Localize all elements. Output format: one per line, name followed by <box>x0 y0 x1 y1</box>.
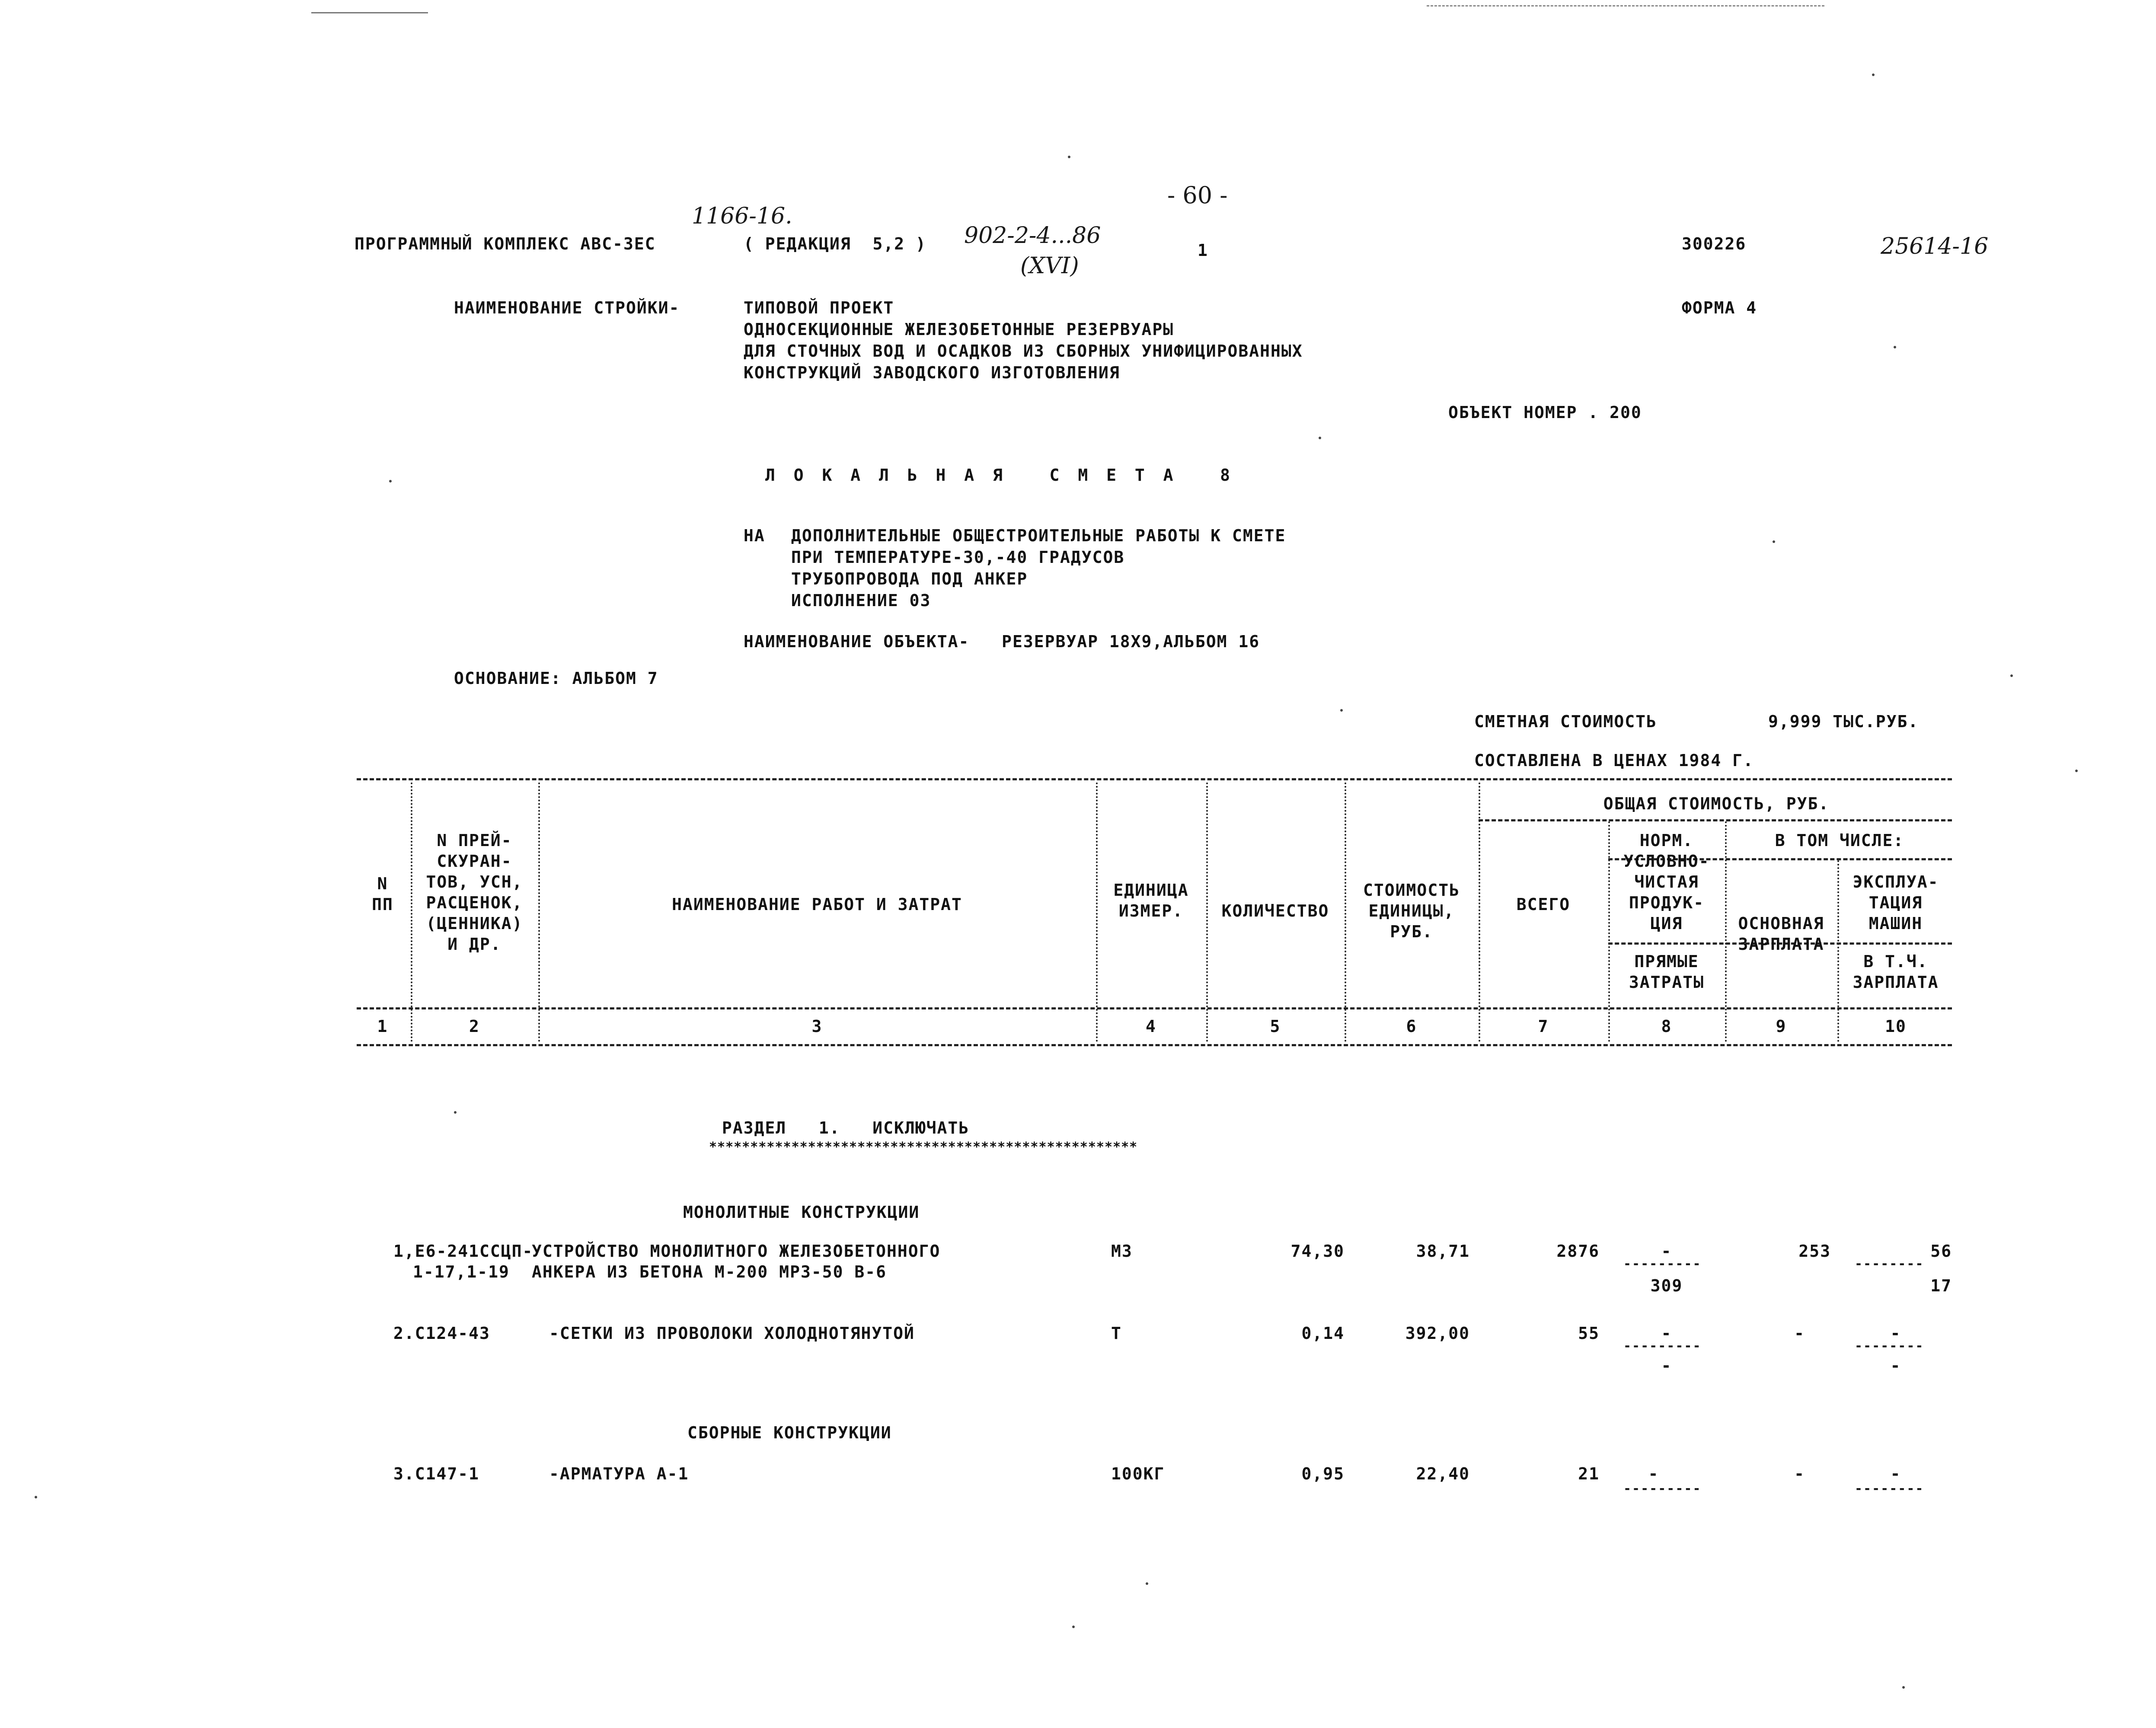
row2-code: 2.С124-43 <box>393 1324 490 1343</box>
vsep-9 <box>1837 860 1839 1042</box>
col10-header-2: ТАЦИЯ <box>1869 893 1923 912</box>
scan-speck <box>35 1496 37 1498</box>
numbers-bottom-rule <box>357 1044 1952 1046</box>
row3-nucp: - <box>1648 1464 1659 1483</box>
section-title: РАЗДЕЛ 1. ИСКЛЮЧАТЬ <box>722 1118 970 1137</box>
row2-wage: - <box>1794 1324 1805 1343</box>
col2-header-6: И ДР. <box>447 935 501 954</box>
project-line-2: ОДНОСЕКЦИОННЫЕ ЖЕЛЕЗОБЕТОННЫЕ РЕЗЕРВУАРЫ <box>744 320 1174 339</box>
form-label: ФОРМА 4 <box>1682 298 1757 317</box>
estimated-cost-label: СМЕТНАЯ СТОИМОСТЬ <box>1474 712 1657 731</box>
row1-price: 38,71 <box>1416 1242 1470 1261</box>
col7-header: ВСЕГО <box>1516 895 1571 914</box>
scan-speck <box>2075 770 2078 772</box>
document-title: Л О К А Л Ь Н А Я С М Е Т А 8 <box>765 466 1234 485</box>
document-code: 300226 <box>1682 234 1747 253</box>
colnum-1: 1 <box>377 1017 388 1036</box>
colnum-10: 10 <box>1885 1017 1907 1036</box>
vsep-4 <box>1206 783 1208 1042</box>
price-base: СОСТАВЛЕНА В ЦЕНАХ 1984 Г. <box>1474 751 1754 770</box>
row2-direct: - <box>1661 1356 1672 1375</box>
col3-header: НАИМЕНОВАНИЕ РАБОТ И ЗАТРАТ <box>672 895 962 914</box>
subject-line-2: ПРИ ТЕМПЕРАТУРЕ-30,-40 ГРАДУСОВ <box>791 548 1125 567</box>
row1-nucp: - <box>1661 1242 1672 1261</box>
col9-header-2: ЗАРПЛАТА <box>1738 935 1824 954</box>
col1-header-1: N <box>377 874 388 893</box>
vsep-6 <box>1479 783 1480 1042</box>
row1-mach-wage: 17 <box>1930 1276 1952 1295</box>
col8b-header-1: ПРЯМЫЕ <box>1634 952 1699 971</box>
col10b-header-2: ЗАРПЛАТА <box>1853 973 1939 992</box>
col8-header-5: ЦИЯ <box>1650 914 1683 933</box>
col8-header-2: УСЛОВНО- <box>1623 852 1710 871</box>
vsep-1 <box>411 783 412 1042</box>
header-bottom-rule <box>357 1007 1952 1009</box>
row2-nucp: - <box>1661 1324 1672 1343</box>
group-monolithic: МОНОЛИТНЫЕ КОНСТРУКЦИИ <box>683 1203 920 1222</box>
row2-dash-rule-8: --------- <box>1623 1338 1702 1354</box>
col5-header: КОЛИЧЕСТВО <box>1221 901 1329 920</box>
scan-speck <box>1068 156 1070 158</box>
vsep-3 <box>1096 783 1098 1042</box>
row1-total: 2876 <box>1556 1242 1600 1261</box>
program-name: ПРОГРАММНЫЙ КОМПЛЕКС АВС-ЗЕС <box>355 234 656 253</box>
row1-qty: 74,30 <box>1290 1242 1345 1261</box>
handwritten-volume: (XVI) <box>1020 253 1079 279</box>
colnum-9: 9 <box>1776 1017 1787 1036</box>
col2-header-5: (ЦЕННИКА) <box>426 914 523 933</box>
col8-header-3: ЧИСТАЯ <box>1634 872 1699 891</box>
scan-speck <box>1902 1686 1905 1689</box>
col2-header-3: ТОВ, УСН, <box>426 872 523 891</box>
section-underline: **************************************************** <box>709 1140 1138 1155</box>
row3-dash-rule-10: -------- <box>1855 1481 1924 1496</box>
incl-header: В ТОМ ЧИСЛЕ: <box>1775 831 1904 850</box>
row1-dash-rule-10: -------- <box>1855 1256 1924 1271</box>
scan-speck <box>389 480 392 482</box>
subject-prefix: НА <box>744 526 765 545</box>
col4-header-1: ЕДИНИЦА <box>1113 881 1189 900</box>
colnum-6: 6 <box>1406 1017 1417 1036</box>
row3-mach: - <box>1890 1464 1901 1483</box>
scan-top-rule-right <box>1427 5 1824 6</box>
row1-name: УСТРОЙСТВО МОНОЛИТНОГО ЖЕЛЕЗОБЕТОННОГО <box>532 1242 941 1261</box>
group-prefab: СБОРНЫЕ КОНСТРУКЦИИ <box>687 1423 892 1442</box>
row2-name: -СЕТКИ ИЗ ПРОВОЛОКИ ХОЛОДНОТЯНУТОЙ <box>549 1324 915 1343</box>
col6-header-1: СТОИМОСТЬ <box>1363 881 1460 900</box>
vsep-7 <box>1608 821 1610 1042</box>
row1-wage: 253 <box>1798 1242 1831 1261</box>
col10-header-3: МАШИН <box>1869 914 1923 933</box>
col2-header-2: СКУРАН- <box>437 852 512 871</box>
estimated-cost-value: 9,999 ТЫС.РУБ. <box>1768 712 1919 731</box>
row-label: НАИМЕНОВАНИЕ СТРОЙКИ- <box>454 298 680 317</box>
project-line-1: ТИПОВОЙ ПРОЕКТ <box>744 298 894 317</box>
basis: ОСНОВАНИЕ: АЛЬБОМ 7 <box>454 669 658 688</box>
row3-code: 3.С147-1 <box>393 1464 480 1483</box>
sheet-number: 1 <box>1198 241 1208 260</box>
row3-total: 21 <box>1578 1464 1600 1483</box>
row2-price: 392,00 <box>1405 1324 1470 1343</box>
scan-top-rule-left <box>311 12 428 13</box>
col8b-header-2: ЗАТРАТЫ <box>1629 973 1705 992</box>
col10-header-1: ЭКСПЛУА- <box>1853 872 1939 891</box>
colnum-2: 2 <box>469 1017 480 1036</box>
row3-unit: 100КГ <box>1111 1464 1165 1483</box>
row3-qty: 0,95 <box>1301 1464 1345 1483</box>
subject-line-4: ИСПОЛНЕНИЕ 03 <box>791 591 931 610</box>
col2-header-4: РАСЦЕНОК, <box>426 893 523 912</box>
row1-code: 1,Е6-241ССЦП- <box>393 1242 533 1261</box>
row2-mach-wage: - <box>1890 1356 1901 1375</box>
scan-speck <box>454 1111 457 1114</box>
edition: ( РЕДАКЦИЯ 5,2 ) <box>744 234 926 253</box>
row3-dash-rule-8: --------- <box>1623 1481 1702 1496</box>
row2-unit: Т <box>1111 1324 1122 1343</box>
handwritten-project-ref: 902-2-4...86 <box>964 223 1101 249</box>
col9-header-1: ОСНОВНАЯ <box>1738 914 1824 933</box>
handwritten-archive-no: 25614-16 <box>1881 233 1989 259</box>
col4-header-2: ИЗМЕР. <box>1118 901 1184 920</box>
vsep-2 <box>538 783 540 1042</box>
total-group-rule <box>1479 819 1952 821</box>
project-line-4: КОНСТРУКЦИЙ ЗАВОДСКОГО ИЗГОТОВЛЕНИЯ <box>744 363 1120 382</box>
row2-mach: - <box>1890 1324 1901 1343</box>
colnum-8: 8 <box>1661 1017 1672 1036</box>
scan-speck <box>1872 73 1875 76</box>
row2-dash-rule-10: -------- <box>1855 1338 1924 1354</box>
scan-speck <box>1319 437 1321 439</box>
col10b-header-1: В Т.Ч. <box>1863 952 1928 971</box>
row1-direct: 309 <box>1650 1276 1683 1295</box>
colnum-5: 5 <box>1270 1017 1281 1036</box>
object-number: ОБЪЕКТ НОМЕР . 200 <box>1448 403 1642 422</box>
col6-header-3: РУБ. <box>1390 922 1433 941</box>
scan-speck <box>1146 1582 1148 1585</box>
subject-line-1: ДОПОЛНИТЕЛЬНЫЕ ОБЩЕСТРОИТЕЛЬНЫЕ РАБОТЫ К СМЕТЕ <box>791 526 1286 545</box>
col1-header-2: ПП <box>372 895 393 914</box>
row2-qty: 0,14 <box>1301 1324 1345 1343</box>
row2-total: 55 <box>1578 1324 1600 1343</box>
colnum-4: 4 <box>1146 1017 1156 1036</box>
row3-wage: - <box>1794 1464 1805 1483</box>
scan-speck <box>1072 1626 1075 1628</box>
subject-line-3: ТРУБОПРОВОДА ПОД АНКЕР <box>791 569 1028 588</box>
scan-speck <box>1340 709 1343 712</box>
table-top-rule <box>357 778 1952 780</box>
row1-code2: 1-17,1-19 <box>413 1262 510 1281</box>
object-name: НАИМЕНОВАНИЕ ОБЪЕКТА- РЕЗЕРВУАР 18Х9,АЛЬБОМ 16 <box>744 632 1260 651</box>
row3-price: 22,40 <box>1416 1464 1470 1483</box>
vsep-8 <box>1725 821 1727 1042</box>
total-group-header: ОБЩАЯ СТОИМОСТЬ, РУБ. <box>1603 794 1830 813</box>
row1-name2: АНКЕРА ИЗ БЕТОНА М-200 МРЗ-50 В-6 <box>532 1262 887 1281</box>
col8-header-4: ПРОДУК- <box>1629 893 1705 912</box>
vsep-5 <box>1345 783 1346 1042</box>
row1-mach: 56 <box>1930 1242 1952 1261</box>
colnum-3: 3 <box>811 1017 823 1036</box>
col2-header-1: N ПРЕЙ- <box>437 831 512 850</box>
row1-dash-rule-8: --------- <box>1623 1256 1702 1271</box>
colnum-7: 7 <box>1538 1017 1549 1036</box>
row1-unit: М3 <box>1111 1242 1133 1261</box>
page-number: - 60 - <box>1167 182 1228 209</box>
col8-header-1: НОРМ. <box>1639 831 1694 850</box>
handwritten-code: 1166-16. <box>692 203 792 229</box>
scan-speck <box>2010 674 2013 677</box>
scan-speck <box>1894 346 1896 348</box>
row3-name: -АРМАТУРА А-1 <box>549 1464 689 1483</box>
scan-speck <box>1773 540 1775 543</box>
col6-header-2: ЕДИНИЦЫ, <box>1368 901 1455 920</box>
project-line-3: ДЛЯ СТОЧНЫХ ВОД И ОСАДКОВ ИЗ СБОРНЫХ УНИФИЦИРОВАННЫХ <box>744 342 1303 361</box>
